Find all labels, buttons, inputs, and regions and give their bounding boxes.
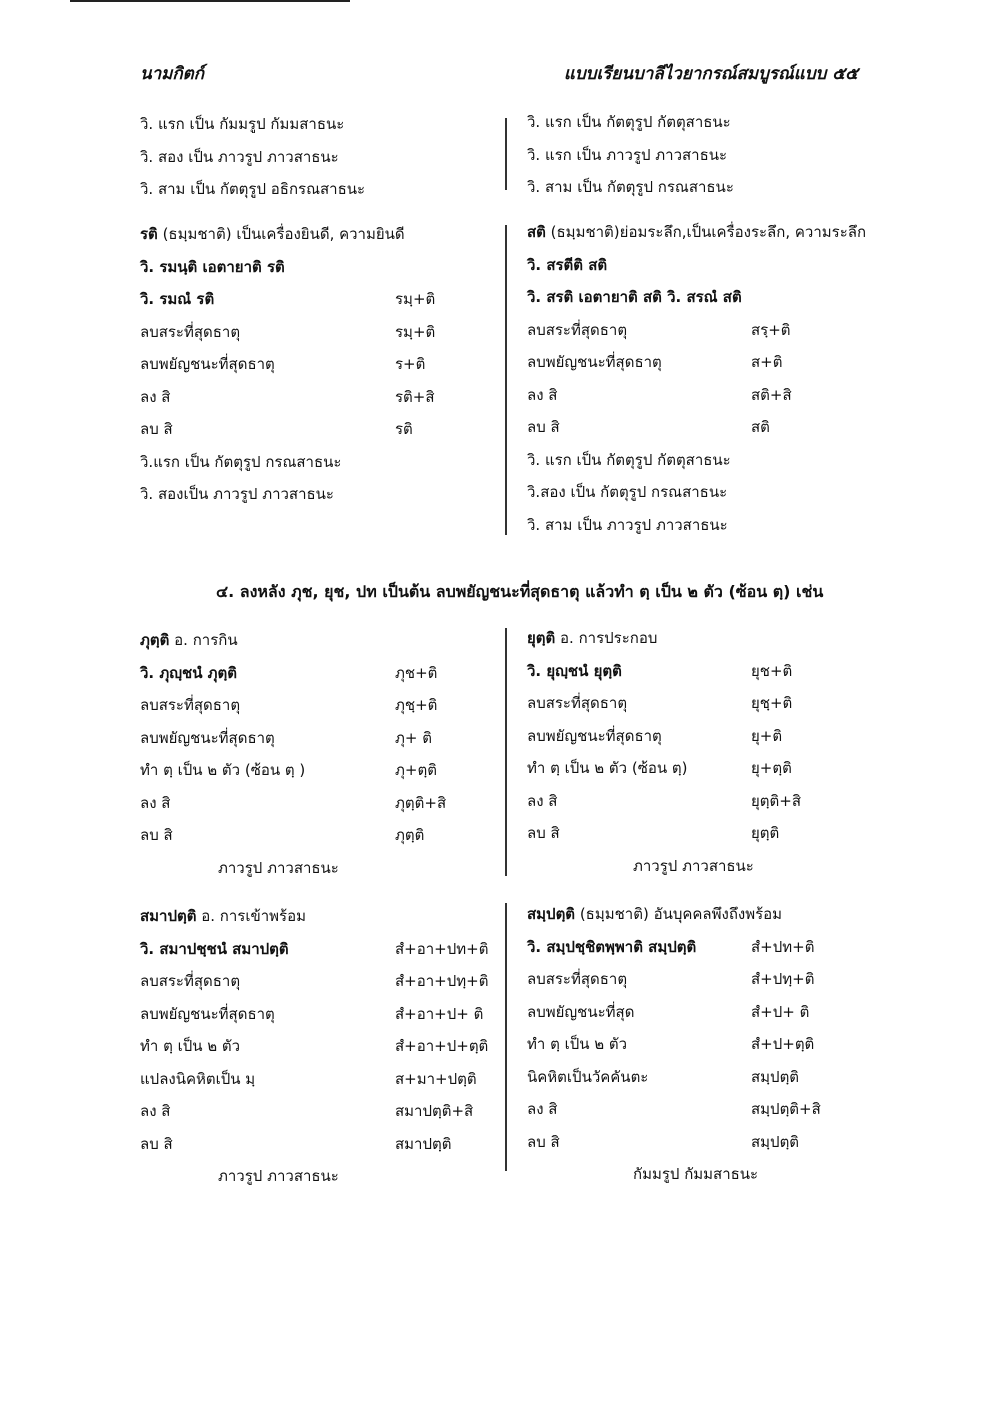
step-row xyxy=(527,785,867,818)
step-row xyxy=(527,1126,867,1159)
step-label: ลบพยัญชนะที่สุดธาตุ xyxy=(140,1004,275,1023)
step-label: ลบ สิ xyxy=(140,1134,173,1153)
step-row xyxy=(140,348,470,381)
formula: ภุตฺติ xyxy=(395,826,425,844)
rule-heading: ๔. ลงหลัง ภุช, ยุช, ปท เป็นต้น ลบพยัญชนะที่สุดธาตุ แล้วทำ ตฺ เป็น ๒ ตัว (ซ้อน ตฺ) เช่น xyxy=(216,582,824,601)
formula: สํ+ปท+ติ xyxy=(751,937,815,956)
step-row xyxy=(140,1030,489,1063)
step-row xyxy=(140,316,470,349)
step-label: ลบสระที่สุดธาตุ xyxy=(140,972,241,990)
formula: รติ+สิ xyxy=(395,387,435,406)
vigraha: วิ. สมาปชฺชนํ สมาปตฺติ xyxy=(140,939,289,958)
entry-heading xyxy=(527,216,867,249)
entry-heading xyxy=(140,218,470,251)
column-divider xyxy=(505,225,507,535)
step-row xyxy=(527,1061,867,1094)
entry-desc: (ธมฺมชาติ) อันบุคคลพึงถึงพร้อม xyxy=(575,905,783,923)
formula: ยุชฺ+ติ xyxy=(751,694,793,712)
formula: ยุตฺติ xyxy=(751,824,780,842)
step-label: ลบสระที่สุดธาตุ xyxy=(527,970,628,988)
formula: ยุตฺติ+สิ xyxy=(751,791,801,810)
step-label: ลง สิ xyxy=(527,1100,558,1118)
text-line: วิ. สาม เป็น กัตตุรูป กรณสาธนะ xyxy=(527,178,734,196)
step-label: ลง สิ xyxy=(527,385,558,404)
entry-title: สติ xyxy=(527,223,546,241)
text-line: วิ. แรก เป็น กัมมรูป กัมมสาธนะ xyxy=(140,115,345,133)
formula: สติ+สิ xyxy=(751,385,792,404)
formula: สมาปตฺติ xyxy=(395,1134,452,1153)
formula: สํ+อา+ปท+ติ xyxy=(395,939,489,958)
note-line: วิ.แรก เป็น กัตตุรูป กรณสาธนะ xyxy=(140,452,342,471)
note-line: วิ. แรก เป็น กัตตุรูป กัตตุสาธนะ xyxy=(527,450,731,469)
column-divider xyxy=(505,903,507,1171)
step-label: ลบพยัญชนะที่สุดธาตุ xyxy=(527,726,662,745)
step-label: ลบ สิ xyxy=(140,826,173,844)
entry-desc: อ. การกิน xyxy=(169,631,238,649)
entry-title: ยุตฺติ xyxy=(527,629,556,647)
step-row xyxy=(140,689,470,722)
vigraha: วิ. ภุญฺชนํ ภุตฺติ xyxy=(140,663,238,682)
step-row xyxy=(527,963,867,996)
formula: สํ+อา+ป+ตฺติ xyxy=(395,1037,489,1055)
running-header-right: แบบเรียนบาลีไวยากรณ์สมบูรณ์แบบ ๕๕ xyxy=(563,64,858,84)
samapatti-block xyxy=(140,900,489,1193)
step-label: ทำ ตฺ เป็น ๒ ตัว xyxy=(140,1037,241,1055)
text-line: วิ. แรก เป็น กัตตุรูป กัตตุสาธนะ xyxy=(527,113,731,131)
formula: ภุ+ ติ xyxy=(395,728,432,747)
formula: สํ+อา+ป+ ติ xyxy=(395,1004,484,1023)
note-line: วิ. สองเป็น ภาวรูป ภาวสาธนะ xyxy=(140,485,334,503)
entry-heading xyxy=(140,900,470,933)
formula: ภุช+ติ xyxy=(395,663,438,682)
step-label: ลบ สิ xyxy=(527,824,560,842)
top-left-block xyxy=(140,108,470,206)
entry-desc: อ. การเข้าพร้อม xyxy=(196,907,307,925)
note-line: ภาวรูป ภาวสาธนะ xyxy=(218,1167,339,1185)
entry-heading xyxy=(527,622,867,655)
step-row xyxy=(527,1093,867,1126)
entry-title: รติ xyxy=(140,225,158,243)
text-line: วิ. สาม เป็น กัตตุรูป อธิกรณสาธนะ xyxy=(140,180,366,198)
note-line: วิ. สาม เป็น ภาวรูป ภาวสาธนะ xyxy=(527,515,728,534)
step-row xyxy=(527,411,867,444)
formula: ยุช+ติ xyxy=(751,661,793,680)
step-label: ลบสระที่สุดธาตุ xyxy=(140,696,241,714)
running-header-left: นามกิตก์ xyxy=(140,64,204,84)
formula: สมาปตฺติ+สิ xyxy=(395,1102,474,1120)
formula: รมฺ+ติ xyxy=(395,290,436,308)
formula: ร+ติ xyxy=(395,355,426,373)
note-line: ภาวรูป ภาวสาธนะ xyxy=(633,856,754,875)
top-right-block xyxy=(527,106,867,204)
vigraha-row xyxy=(140,933,489,966)
step-label: ลบพยัญชนะที่สุดธาตุ xyxy=(140,355,275,373)
formula: สํ+อา+ปทฺ+ติ xyxy=(395,972,489,990)
step-row xyxy=(140,998,484,1031)
step-label: ลบพยัญชนะที่สุด xyxy=(527,1002,635,1021)
rati-block xyxy=(140,218,470,511)
step-label: ลบสระที่สุดธาตุ xyxy=(140,322,241,341)
step-label: ลบสระที่สุดธาตุ xyxy=(527,320,628,339)
column-divider xyxy=(505,118,507,190)
step-label: ทำ ตฺ เป็น ๒ ตัว xyxy=(527,1035,628,1053)
vigraha: วิ. รมณํ รติ xyxy=(140,290,215,308)
entry-heading xyxy=(527,898,867,931)
step-label: ลบพยัญชนะที่สุดธาตุ xyxy=(140,728,275,747)
yutti-block xyxy=(527,622,867,882)
step-row xyxy=(527,379,867,412)
step-row xyxy=(527,996,867,1029)
step-row xyxy=(527,346,867,379)
formula: สมฺปตฺติ+สิ xyxy=(751,1100,821,1118)
vigraha: วิ. สมฺปชฺชิตพฺพาติ สมฺปตฺติ xyxy=(527,937,697,956)
entry-desc: อ. การประกอบ xyxy=(555,629,658,647)
step-row xyxy=(527,687,867,720)
vigraha: วิ. รมนฺติ เอตายาติ รติ xyxy=(140,257,285,276)
step-row xyxy=(140,819,470,852)
vigraha: วิ. ยุญฺชนํ ยุตฺติ xyxy=(527,661,622,680)
step-label: ลบ สิ xyxy=(140,420,173,438)
formula: สรฺ+ติ xyxy=(751,320,791,339)
formula: สํ+ปทฺ+ติ xyxy=(751,970,815,988)
sampatti-block xyxy=(527,898,867,1191)
step-row xyxy=(527,720,867,753)
step-row xyxy=(140,754,470,787)
step-label: ลง สิ xyxy=(140,387,171,406)
step-label: ลบ สิ xyxy=(527,418,560,436)
formula: ภุตฺติ+สิ xyxy=(395,793,447,812)
step-row xyxy=(140,965,489,998)
formula: ยุ+ติ xyxy=(751,726,783,745)
step-row xyxy=(140,381,470,414)
top-rule xyxy=(70,0,350,2)
step-row xyxy=(527,817,867,850)
step-label: ลง สิ xyxy=(140,793,171,812)
step-row xyxy=(527,314,867,347)
note-line: ภาวรูป ภาวสาธนะ xyxy=(218,858,339,877)
note-line: วิ.สอง เป็น กัตตุรูป กรณสาธนะ xyxy=(527,483,728,501)
step-label: ลบพยัญชนะที่สุดธาตุ xyxy=(527,353,662,371)
vigraha-row xyxy=(140,283,470,316)
entry-desc: (ธมฺมชาติ)ย่อมระลึก,เป็นเครื่องระลึก, ความระลึก xyxy=(545,223,867,241)
step-row xyxy=(140,722,470,755)
text-line: วิ. แรก เป็น ภาวรูป ภาวสาธนะ xyxy=(527,145,728,164)
sati-block xyxy=(527,216,867,541)
step-label: นิคหิตเป็นวัคคันตะ xyxy=(527,1067,649,1086)
formula: สมฺปตฺติ xyxy=(751,1067,800,1086)
formula: สํ+ป+ตฺติ xyxy=(751,1035,815,1053)
step-label: ลบ สิ xyxy=(527,1132,560,1151)
formula: รมฺ+ติ xyxy=(395,322,436,341)
vigraha-row xyxy=(140,657,470,690)
entry-title: สมฺปตฺติ xyxy=(527,905,576,923)
step-label: ทำ ตฺ เป็น ๒ ตัว (ซ้อน ตฺ ) xyxy=(140,761,306,779)
formula: สมฺปตฺติ xyxy=(751,1132,800,1151)
formula: สติ xyxy=(751,418,770,436)
note-line: กัมมรูป กัมมสาธนะ xyxy=(633,1165,759,1183)
entry-heading xyxy=(140,624,470,657)
step-row xyxy=(140,1128,470,1161)
formula: รติ xyxy=(395,420,413,438)
step-row xyxy=(140,413,470,446)
entry-title: สมาปตฺติ xyxy=(140,907,197,925)
vigraha: วิ. สรตีติ สติ xyxy=(527,255,608,274)
step-label: ลบสระที่สุดธาตุ xyxy=(527,694,628,712)
entry-title: ภุตฺติ xyxy=(140,631,170,649)
step-label: ทำ ตฺ เป็น ๒ ตัว (ซ้อน ตฺ) xyxy=(527,759,688,777)
step-label: แปลงนิคหิตเป็น มฺ xyxy=(140,1069,256,1088)
bhutti-block xyxy=(140,624,470,884)
column-divider xyxy=(505,628,507,876)
step-row xyxy=(140,1095,474,1128)
step-row xyxy=(527,1028,867,1061)
formula: สํ+ป+ ติ xyxy=(751,1002,810,1021)
step-label: ลง สิ xyxy=(140,1102,171,1120)
formula: ส+ติ xyxy=(751,353,783,371)
step-row xyxy=(140,1063,477,1096)
text-line: วิ. สอง เป็น ภาวรูป ภาวสาธนะ xyxy=(140,147,339,166)
entry-desc: (ธมฺมชาติ) เป็นเครื่องยินดี, ความยินดี xyxy=(157,225,405,243)
vigraha-row xyxy=(527,655,867,688)
formula: ภุ+ตฺติ xyxy=(395,761,437,779)
step-label: ลง สิ xyxy=(527,791,558,810)
vigraha: วิ. สรติ เอตายาติ สติ วิ. สรณํ สติ xyxy=(527,288,742,306)
formula: ส+มา+ปตฺติ xyxy=(395,1069,477,1088)
step-row xyxy=(140,787,470,820)
vigraha-row xyxy=(527,931,867,964)
step-row xyxy=(527,752,867,785)
formula: ยุ+ตฺติ xyxy=(751,759,792,777)
formula: ภุชฺ+ติ xyxy=(395,696,438,714)
